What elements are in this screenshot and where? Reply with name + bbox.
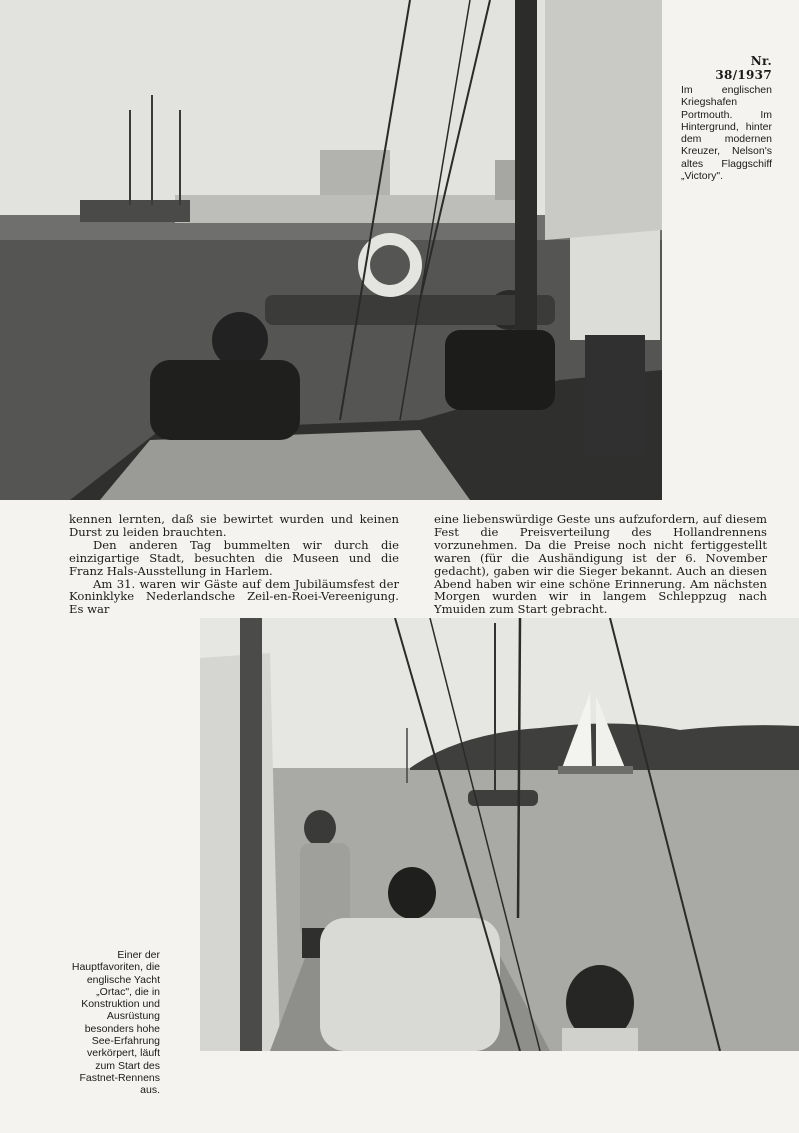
bottom-caption: Einer der Hauptfavoriten, die englische Yacht „Ortac", die in Konstruktion und Ausrüstung besonders hohe See-Erfahrung verkörpert, läuft zum Start des Fastnet-Rennens aus. xyxy=(71,949,160,1097)
top-caption: Im englischen Kriegshafen Portmouth. Im Hintergrund, hinter dem modernen Kreuzer, Nelson's altes Flaggschiff „Victory". xyxy=(681,84,772,183)
article-left-column xyxy=(69,513,399,616)
issue-number: Nr. 38/1937 xyxy=(715,54,772,82)
yacht-start-photo xyxy=(200,618,799,1051)
article-paragraph: eine liebenswürdige Geste uns aufzufordern, auf diesem Fest die Preisverteilung des Hollandrennens vorzunehmen. Da die Preise noch nicht fertiggestellt waren (für die Aushändigung ist der 6. November gedacht), gaben wir die Sieger bekannt. Auch an diesen Abend haben wir eine schöne Erinnerung. Am nächsten Morgen wurden wir in langem Schleppzug nach Ymuiden zum Start gebracht. xyxy=(434,512,767,617)
article-right-column xyxy=(434,513,767,616)
top-photo xyxy=(0,0,662,500)
article-paragraph: kennen lernten, daß sie bewirtet wurden und keinen Durst zu leiden brauchten. xyxy=(69,512,399,539)
article-paragraph: Am 31. waren wir Gäste auf dem Jubiläumsfest der Koninklyke Nederlandsche Zeil-en-Roei-Vereenigung. Es war xyxy=(69,576,399,617)
bottom-photo xyxy=(200,618,799,1051)
sailboat-deck-harbour-photo xyxy=(0,0,662,500)
article-paragraph: Den anderen Tag bummelten wir durch die einzigartige Stadt, besuchten die Museen und die Franz Hals-Ausstellung in Harlem. xyxy=(69,537,399,578)
